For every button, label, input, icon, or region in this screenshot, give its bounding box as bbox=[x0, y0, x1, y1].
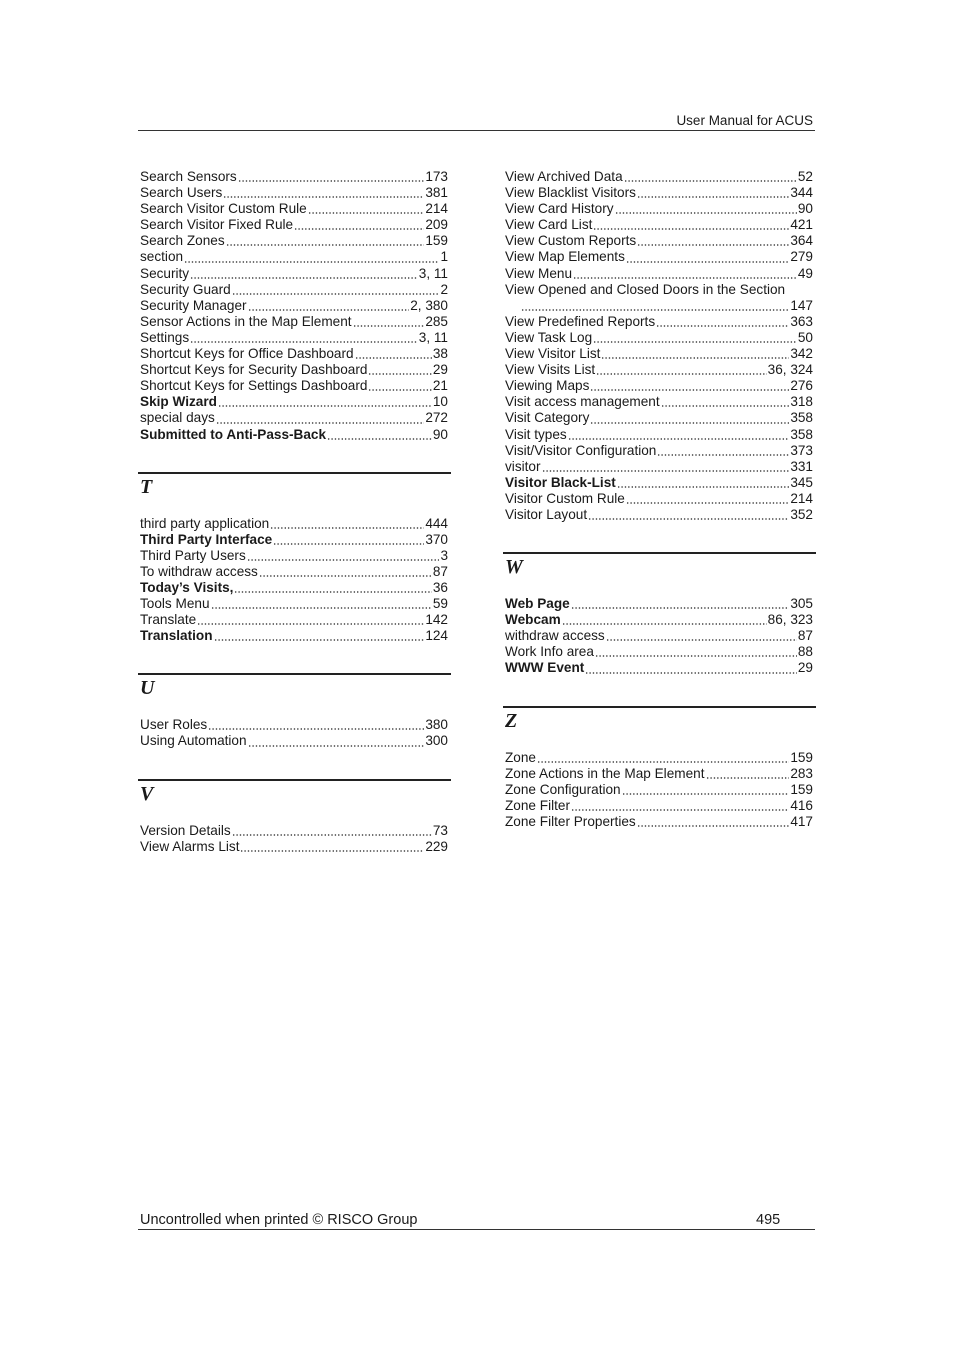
index-pages: 318 bbox=[790, 394, 813, 410]
index-pages: 10 bbox=[432, 394, 448, 410]
index-entry bbox=[503, 378, 816, 394]
index-entry bbox=[503, 612, 816, 628]
dot-leader bbox=[197, 623, 424, 625]
index-term: View Archived Data bbox=[505, 169, 623, 184]
index-entry bbox=[138, 201, 451, 217]
index-entry bbox=[503, 427, 816, 443]
dot-leader bbox=[248, 745, 425, 747]
section-entries bbox=[503, 750, 816, 830]
index-pages: 370 bbox=[425, 531, 448, 547]
header-title: User Manual for ACUS bbox=[676, 113, 813, 128]
section-letter: U bbox=[140, 677, 155, 700]
index-pages: 59 bbox=[432, 596, 448, 612]
index-entry bbox=[503, 475, 816, 491]
index-entry bbox=[138, 266, 451, 282]
index-pages: 88 bbox=[797, 644, 813, 660]
index-term: View Card List bbox=[505, 217, 593, 233]
index-pages: 50 bbox=[797, 329, 813, 345]
index-pages: 159 bbox=[790, 749, 813, 765]
index-term: Webcam bbox=[505, 612, 561, 628]
index-pages: 90 bbox=[432, 426, 448, 442]
index-pages: 173 bbox=[425, 169, 448, 184]
index-entry bbox=[503, 628, 816, 644]
dot-leader bbox=[615, 212, 797, 214]
dot-leader bbox=[595, 655, 797, 657]
index-term: Translate bbox=[140, 612, 197, 628]
index-entry bbox=[138, 298, 451, 314]
dot-leader bbox=[353, 325, 425, 327]
index-term: third party application bbox=[140, 515, 270, 531]
index-pages: 283 bbox=[790, 765, 813, 781]
index-entry bbox=[138, 233, 451, 249]
index-term: Visit types bbox=[505, 426, 567, 442]
dot-leader bbox=[234, 591, 431, 593]
index-pages: 29 bbox=[797, 660, 813, 676]
index-term: User Roles bbox=[140, 717, 208, 733]
dot-leader bbox=[368, 389, 431, 391]
dot-leader bbox=[270, 527, 424, 529]
dot-leader bbox=[240, 850, 424, 852]
index-term: View Predefined Reports bbox=[505, 313, 656, 329]
dot-leader bbox=[211, 607, 432, 609]
index-entry bbox=[503, 233, 816, 249]
index-pages: 52 bbox=[797, 169, 813, 184]
index-term: Search Zones bbox=[140, 233, 225, 249]
index-entry bbox=[503, 766, 816, 782]
index-term: Visit/Visitor Configuration bbox=[505, 442, 657, 458]
dot-leader bbox=[706, 777, 790, 779]
section-divider bbox=[503, 552, 816, 554]
index-term: Shortcut Keys for Security Dashboard bbox=[140, 362, 368, 378]
dot-leader bbox=[606, 639, 797, 641]
index-group-v-b bbox=[503, 314, 816, 523]
index-term: View Task Log bbox=[505, 329, 593, 345]
index-pages: 380 bbox=[425, 717, 448, 733]
dot-leader bbox=[294, 228, 424, 230]
dot-leader bbox=[573, 277, 797, 279]
index-pages: 87 bbox=[797, 628, 813, 644]
footer-copyright: Uncontrolled when printed © RISCO Group bbox=[140, 1212, 418, 1228]
index-pages: 29 bbox=[432, 362, 448, 378]
index-entry bbox=[503, 249, 816, 265]
index-pages: 229 bbox=[425, 838, 448, 854]
index-term: View Map Elements bbox=[505, 249, 625, 265]
dot-leader bbox=[590, 422, 789, 424]
index-term: Work Info area bbox=[505, 644, 594, 660]
index-term: View Visitor List bbox=[505, 346, 601, 362]
index-entry bbox=[503, 507, 816, 523]
dot-leader bbox=[226, 244, 425, 246]
section-letter: V bbox=[140, 782, 154, 805]
dot-leader bbox=[626, 502, 789, 504]
index-term: Third Party Interface bbox=[140, 531, 273, 547]
dot-leader bbox=[184, 261, 439, 263]
dot-leader bbox=[596, 373, 766, 375]
dot-leader bbox=[637, 244, 789, 246]
index-entry bbox=[503, 185, 816, 201]
index-entry bbox=[138, 717, 451, 733]
index-section-t bbox=[138, 472, 451, 645]
dot-leader bbox=[622, 793, 790, 795]
dot-leader bbox=[537, 761, 789, 763]
index-pages: 209 bbox=[425, 217, 448, 233]
index-term: Web Page bbox=[505, 596, 570, 612]
index-entry bbox=[503, 282, 816, 314]
index-term: Security bbox=[140, 265, 190, 281]
index-term: Search Visitor Fixed Rule bbox=[140, 217, 294, 233]
index-entry bbox=[503, 814, 816, 830]
index-term: Zone bbox=[505, 749, 536, 765]
index-entry bbox=[138, 612, 451, 628]
index-term: section bbox=[140, 249, 184, 265]
dot-leader bbox=[190, 277, 418, 279]
dot-leader bbox=[273, 543, 424, 545]
index-entry bbox=[138, 596, 451, 612]
index-entry bbox=[503, 362, 816, 378]
index-entry bbox=[138, 823, 451, 839]
index-term: Translation bbox=[140, 628, 213, 644]
section-divider bbox=[138, 472, 451, 474]
dot-leader bbox=[661, 405, 790, 407]
index-entry bbox=[503, 217, 816, 233]
section-entries bbox=[138, 717, 451, 749]
dot-leader bbox=[656, 325, 789, 327]
index-term: Shortcut Keys for Settings Dashboard bbox=[140, 378, 368, 394]
index-term: Viewing Maps bbox=[505, 378, 590, 394]
index-entry bbox=[503, 330, 816, 346]
index-term: View Visits List bbox=[505, 362, 596, 378]
index-term: View Opened and Closed Doors in the Section bbox=[505, 281, 786, 297]
index-entry bbox=[138, 249, 451, 265]
dot-leader bbox=[355, 357, 432, 359]
dot-leader bbox=[232, 834, 432, 836]
index-term: Visit access management bbox=[505, 394, 660, 410]
dot-leader bbox=[624, 180, 797, 182]
index-entry bbox=[138, 516, 451, 532]
index-term: Shortcut Keys for Office Dashboard bbox=[140, 346, 354, 362]
index-pages: 331 bbox=[790, 458, 813, 474]
index-entry bbox=[503, 660, 816, 676]
index-term: View Custom Reports bbox=[505, 233, 637, 249]
index-entry bbox=[503, 346, 816, 362]
index-term: Visit Category bbox=[505, 410, 590, 426]
index-section-z bbox=[503, 706, 816, 830]
index-entry bbox=[503, 644, 816, 660]
index-pages: 352 bbox=[790, 506, 813, 522]
section-letter: T bbox=[140, 475, 153, 498]
index-pages: 276 bbox=[790, 378, 813, 394]
index-entry bbox=[503, 394, 816, 410]
index-pages: 364 bbox=[790, 233, 813, 249]
index-pages: 417 bbox=[790, 813, 813, 829]
index-pages: 2, 380 bbox=[410, 297, 448, 313]
section-entries bbox=[138, 516, 451, 645]
index-entry bbox=[138, 346, 451, 362]
index-pages: 73 bbox=[432, 822, 448, 838]
index-entry bbox=[503, 410, 816, 426]
index-entry bbox=[503, 798, 816, 814]
dot-leader bbox=[190, 341, 418, 343]
index-entry bbox=[503, 596, 816, 612]
index-entry bbox=[138, 217, 451, 233]
index-pages: 36, 324 bbox=[767, 362, 813, 378]
index-entry bbox=[138, 282, 451, 298]
index-pages: 381 bbox=[425, 185, 448, 201]
dot-leader bbox=[601, 357, 789, 359]
index-section-w bbox=[503, 552, 816, 676]
index-term: Zone Filter Properties bbox=[505, 813, 636, 829]
index-term: Visitor Layout bbox=[505, 506, 588, 522]
section-entries bbox=[138, 823, 451, 855]
dot-leader bbox=[657, 454, 789, 456]
index-entry bbox=[503, 750, 816, 766]
index-entry bbox=[503, 443, 816, 459]
index-term: View Menu bbox=[505, 265, 572, 281]
index-entry bbox=[503, 459, 816, 475]
index-pages: 3, 11 bbox=[418, 265, 448, 281]
dot-leader bbox=[248, 309, 410, 311]
dot-leader bbox=[626, 261, 789, 263]
index-pages: 49 bbox=[797, 265, 813, 281]
index-term: Search Sensors bbox=[140, 169, 237, 184]
dot-leader bbox=[568, 438, 790, 440]
index-term: View Alarms List bbox=[140, 838, 240, 854]
index-term: Version Details bbox=[140, 822, 231, 838]
index-pages: 345 bbox=[790, 474, 813, 490]
index-pages: 87 bbox=[432, 563, 448, 579]
index-pages: 342 bbox=[790, 346, 813, 362]
dot-leader bbox=[368, 373, 431, 375]
index-entry bbox=[138, 628, 451, 644]
index-pages: 90 bbox=[797, 201, 813, 217]
index-term: WWW Event bbox=[505, 660, 585, 676]
index-term: Tools Menu bbox=[140, 596, 210, 612]
section-divider bbox=[503, 706, 816, 708]
index-pages: 358 bbox=[790, 410, 813, 426]
index-pages: 1 bbox=[440, 249, 448, 265]
index-pages: 147 bbox=[790, 297, 813, 313]
index-pages: 358 bbox=[790, 426, 813, 442]
index-term: Using Automation bbox=[140, 733, 247, 749]
section-divider bbox=[138, 779, 451, 781]
section-entries bbox=[503, 596, 816, 676]
dot-leader bbox=[588, 518, 789, 520]
index-pages: 86, 323 bbox=[767, 612, 813, 628]
index-entry bbox=[138, 378, 451, 394]
index-entry bbox=[138, 532, 451, 548]
index-entry bbox=[138, 330, 451, 346]
index-entry bbox=[138, 427, 451, 443]
index-pages: 3 bbox=[440, 547, 448, 563]
index-pages: 214 bbox=[790, 490, 813, 506]
index-term: visitor bbox=[505, 458, 541, 474]
index-pages: 38 bbox=[432, 346, 448, 362]
index-sections-left bbox=[138, 472, 451, 855]
index-term: Security Guard bbox=[140, 281, 231, 297]
section-letter: Z bbox=[505, 709, 518, 732]
index-entry bbox=[138, 362, 451, 378]
index-pages: 36 bbox=[432, 579, 448, 595]
index-entry bbox=[503, 782, 816, 798]
page-footer bbox=[138, 1211, 815, 1230]
index-sections-right bbox=[503, 552, 816, 830]
index-term: Today’s Visits, bbox=[140, 579, 234, 595]
index-term: View Blacklist Visitors bbox=[505, 185, 636, 201]
index-group-v-a bbox=[503, 169, 816, 282]
dot-leader bbox=[247, 559, 440, 561]
index-pages: 279 bbox=[790, 249, 813, 265]
index-entry bbox=[138, 733, 451, 749]
dot-leader bbox=[327, 438, 432, 440]
index-entry bbox=[138, 580, 451, 596]
dot-leader bbox=[562, 623, 767, 625]
index-pages: 3, 11 bbox=[418, 329, 448, 345]
index-term: Third Party Users bbox=[140, 547, 246, 563]
index-term: Zone Filter bbox=[505, 797, 570, 813]
index-entry bbox=[138, 839, 451, 855]
index-entry bbox=[138, 564, 451, 580]
index-pages: 272 bbox=[425, 410, 448, 426]
index-entry bbox=[503, 169, 816, 185]
index-pages: 214 bbox=[425, 201, 448, 217]
dot-leader bbox=[585, 672, 797, 674]
dot-leader bbox=[617, 486, 790, 488]
index-term: Search Visitor Custom Rule bbox=[140, 201, 307, 217]
index-pages: 300 bbox=[425, 733, 448, 749]
index-entry bbox=[503, 314, 816, 330]
index-pages: 285 bbox=[425, 313, 448, 329]
dot-leader bbox=[571, 607, 790, 609]
dot-leader bbox=[590, 389, 789, 391]
section-letter: W bbox=[505, 556, 523, 579]
index-entry bbox=[138, 185, 451, 201]
index-pages: 305 bbox=[790, 596, 813, 612]
index-pages: 159 bbox=[425, 233, 448, 249]
index-term: Submitted to Anti-Pass-Back bbox=[140, 426, 327, 442]
index-term: Skip Wizard bbox=[140, 394, 217, 410]
index-term: Visitor Custom Rule bbox=[505, 490, 625, 506]
index-pages: 373 bbox=[790, 442, 813, 458]
index-pages: 416 bbox=[790, 797, 813, 813]
index-entry bbox=[138, 314, 451, 330]
index-term: To withdraw access bbox=[140, 563, 258, 579]
index-entry bbox=[138, 410, 451, 426]
index-term: Zone Actions in the Map Element bbox=[505, 765, 705, 781]
index-term: withdraw access bbox=[505, 628, 605, 644]
index-column-left bbox=[138, 169, 451, 855]
index-column-right bbox=[503, 169, 816, 830]
dot-leader bbox=[232, 293, 440, 295]
page-header bbox=[138, 112, 815, 131]
index-pages: 2 bbox=[440, 281, 448, 297]
dot-leader bbox=[593, 228, 789, 230]
index-term: Zone Configuration bbox=[505, 781, 621, 797]
dot-leader bbox=[208, 728, 424, 730]
index-pages: 21 bbox=[432, 378, 448, 394]
dot-leader bbox=[593, 341, 797, 343]
dot-leader bbox=[223, 196, 424, 198]
index-pages: 344 bbox=[790, 185, 813, 201]
index-term: Search Users bbox=[140, 185, 223, 201]
index-section-v bbox=[138, 779, 451, 855]
index-section-u bbox=[138, 673, 451, 749]
index-term: Settings bbox=[140, 329, 190, 345]
dot-leader bbox=[637, 196, 789, 198]
index-entry bbox=[503, 201, 816, 217]
dot-leader bbox=[259, 575, 432, 577]
index-entry bbox=[138, 169, 451, 185]
index-term: Sensor Actions in the Map Element bbox=[140, 313, 352, 329]
index-pages: 444 bbox=[425, 515, 448, 531]
index-entry bbox=[503, 491, 816, 507]
index-pages: 124 bbox=[425, 628, 448, 644]
dot-leader bbox=[216, 422, 425, 424]
index-term: Security Manager bbox=[140, 297, 247, 313]
dot-leader bbox=[542, 470, 790, 472]
index-term: Visitor Black-List bbox=[505, 474, 616, 490]
page-number: 495 bbox=[756, 1212, 781, 1228]
index-term: View Card History bbox=[505, 201, 614, 217]
section-divider bbox=[138, 673, 451, 675]
index-pages: 421 bbox=[790, 217, 813, 233]
dot-leader bbox=[637, 825, 790, 827]
dot-leader bbox=[218, 405, 432, 407]
index-entry bbox=[503, 266, 816, 282]
dot-leader bbox=[521, 309, 789, 311]
dot-leader bbox=[571, 809, 789, 811]
dot-leader bbox=[308, 212, 425, 214]
index-pages: 142 bbox=[425, 612, 448, 628]
index-term: special days bbox=[140, 410, 215, 426]
index-group-s bbox=[138, 169, 451, 443]
index-entry bbox=[138, 394, 451, 410]
dot-leader bbox=[238, 180, 425, 182]
dot-leader bbox=[214, 639, 425, 641]
index-pages: 363 bbox=[790, 313, 813, 329]
index-pages: 159 bbox=[790, 781, 813, 797]
index-entry bbox=[138, 548, 451, 564]
